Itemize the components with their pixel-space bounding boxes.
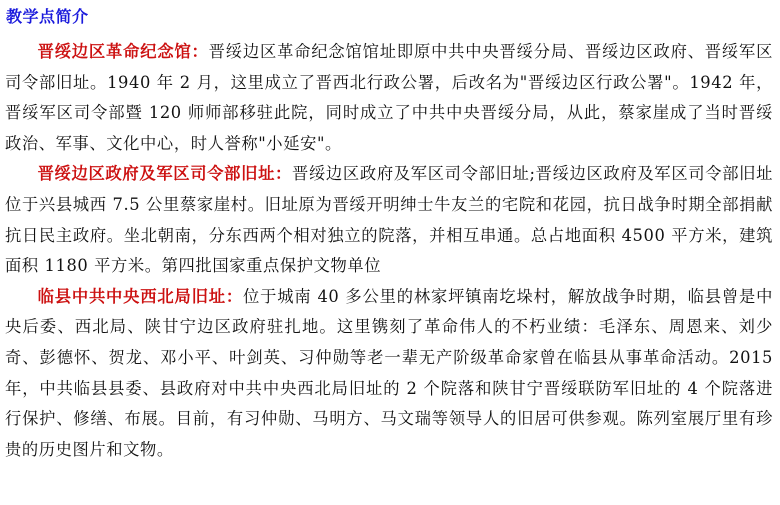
section-northwest-bureau — [5, 282, 773, 466]
section-title-northwest-bureau: 临县中共中央西北局旧址： — [37, 286, 243, 306]
section-title-government-hq: 晋绥边区政府及军区司令部旧址： — [37, 164, 293, 184]
section-government-hq — [5, 159, 773, 281]
page-heading: 教学点简介 — [6, 7, 89, 26]
section-title-memorial-hall: 晋绥边区革命纪念馆： — [37, 42, 209, 61]
section-body-government-hq: 晋绥边区政府及军区司令部旧址;晋绥边区政府及军区司令部旧址位于兴县城西 7.5 公里蔡家崖村。旧址原为晋绥开明绅士牛友兰的宅院和花园，抗日战争时期全部捐献抗日民主政府。坐北朝南，分东西两个相对独立的院落，并相互串通。总占地面积 4500 平方米，建筑面积 1180 平方米。第四批国家重点保护文物单位 — [5, 164, 773, 276]
section-memorial-hall — [5, 37, 773, 159]
section-body-memorial-hall: 晋绥边区革命纪念馆馆址即原中共中央晋绥分局、晋绥边区政府、晋绥军区司令部旧址。1940 年 2 月，这里成立了晋西北行政公署，后改名为"晋绥边区行政公署"。1942 年，晋绥军区司令部暨 120 师师部移驻此院，同时成立了中共中央晋绥分局，从此，蔡家崖成了当时晋绥政治、军事、文化中心，时人誉称"小延安"。 — [5, 42, 773, 153]
section-body-northwest-bureau: 位于城南 40 多公里的林家坪镇南圪垛村，解放战争时期，临县曾是中央后委、西北局、陕甘宁边区政府驻扎地。这里镌刻了革命伟人的不朽业绩：毛泽东、周恩来、刘少奇、彭德怀、贺龙、邓小平、叶剑英、习仲勋等老一辈无产阶级革命家曾在临县从事革命活动。2015 年，中共临县县委、县政府对中共中央西北局旧址的 2 个院落和陕甘宁晋绥联防军旧址的 4 个院落进行保护、修缮、布展。目前，有习仲勋、马明方、马文瑞等领导人的旧居可供参观。陈列室展厅里有珍贵的历史图片和文物。 — [5, 286, 774, 459]
intro-content — [5, 37, 773, 465]
